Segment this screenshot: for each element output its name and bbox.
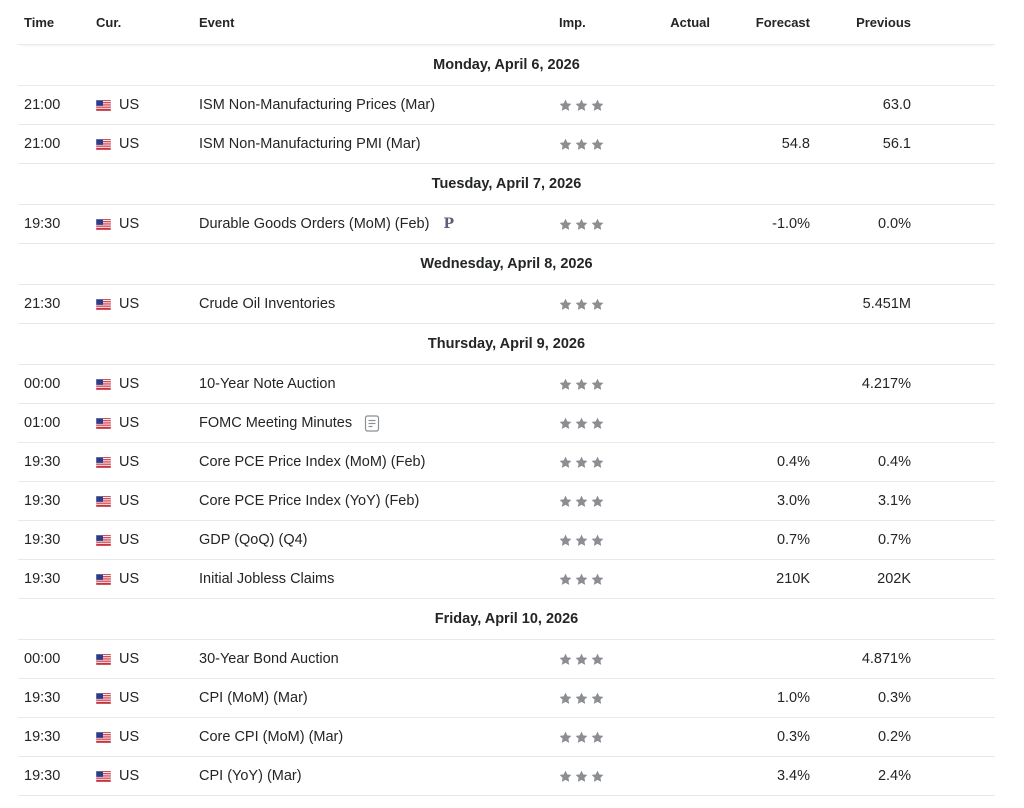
preliminary-badge[interactable]: P bbox=[443, 216, 454, 232]
event-row[interactable] bbox=[18, 205, 995, 244]
event-row[interactable] bbox=[18, 679, 995, 718]
importance-stars bbox=[559, 770, 604, 783]
day-label: Friday, April 10, 2026 bbox=[434, 611, 579, 627]
event-name-link[interactable]: Core CPI (MoM) (Mar) bbox=[199, 729, 344, 745]
star-icon bbox=[591, 456, 604, 469]
currency-code: US bbox=[119, 415, 140, 431]
event-forecast: 210K bbox=[776, 571, 810, 587]
us-flag-icon bbox=[96, 535, 111, 546]
event-name-cell bbox=[199, 136, 421, 152]
event-previous: 3.1% bbox=[877, 493, 911, 509]
currency-code: US bbox=[119, 571, 140, 587]
event-forecast: 1.0% bbox=[776, 690, 810, 706]
event-currency bbox=[96, 493, 139, 509]
event-currency bbox=[96, 97, 139, 113]
event-time: 21:00 bbox=[24, 97, 61, 113]
currency-code: US bbox=[119, 729, 140, 745]
event-name-link[interactable]: 10-Year Note Auction bbox=[199, 376, 336, 392]
currency-code: US bbox=[119, 136, 140, 152]
day-label: Tuesday, April 7, 2026 bbox=[431, 176, 582, 192]
importance-stars bbox=[559, 456, 604, 469]
star-icon bbox=[575, 378, 588, 391]
event-name-link[interactable]: ISM Non-Manufacturing Prices (Mar) bbox=[199, 97, 436, 113]
event-name-link[interactable]: CPI (YoY) (Mar) bbox=[199, 768, 302, 784]
column-header-previous[interactable]: Previous bbox=[856, 14, 911, 30]
us-flag-icon bbox=[96, 496, 111, 507]
event-previous: 63.0 bbox=[882, 97, 911, 113]
us-flag-icon bbox=[96, 379, 111, 390]
event-name-link[interactable]: Core PCE Price Index (YoY) (Feb) bbox=[199, 493, 420, 509]
star-icon bbox=[575, 298, 588, 311]
event-name-link[interactable]: CPI (MoM) (Mar) bbox=[199, 690, 308, 706]
star-icon bbox=[559, 653, 572, 666]
currency-code: US bbox=[119, 454, 140, 470]
us-flag-icon bbox=[96, 219, 111, 230]
event-time: 19:30 bbox=[24, 768, 61, 784]
us-flag-icon bbox=[96, 693, 111, 704]
event-previous: 56.1 bbox=[882, 136, 911, 152]
star-icon bbox=[559, 573, 572, 586]
currency-code: US bbox=[119, 768, 140, 784]
currency-code: US bbox=[119, 690, 140, 706]
event-forecast: 0.4% bbox=[776, 454, 810, 470]
importance-stars bbox=[559, 218, 604, 231]
event-row[interactable] bbox=[18, 125, 995, 164]
star-icon bbox=[559, 378, 572, 391]
event-name-cell bbox=[199, 571, 334, 587]
currency-code: US bbox=[119, 97, 140, 113]
event-time: 19:30 bbox=[24, 571, 61, 587]
importance-stars bbox=[559, 495, 604, 508]
star-icon bbox=[559, 692, 572, 705]
star-icon bbox=[575, 456, 588, 469]
event-previous: 0.4% bbox=[877, 454, 911, 470]
event-currency bbox=[96, 651, 139, 667]
economic-calendar bbox=[18, 0, 995, 796]
us-flag-icon bbox=[96, 100, 111, 111]
event-time: 19:30 bbox=[24, 493, 61, 509]
event-forecast: 3.0% bbox=[776, 493, 810, 509]
us-flag-icon bbox=[96, 574, 111, 585]
event-time: 19:30 bbox=[24, 216, 61, 232]
column-header-forecast[interactable]: Forecast bbox=[755, 14, 810, 30]
importance-stars bbox=[559, 298, 604, 311]
day-header bbox=[18, 164, 995, 205]
star-icon bbox=[591, 298, 604, 311]
calendar-header bbox=[18, 0, 995, 45]
event-row[interactable] bbox=[18, 640, 995, 679]
us-flag-icon bbox=[96, 771, 111, 782]
event-row[interactable] bbox=[18, 86, 995, 125]
event-previous: 4.217% bbox=[861, 376, 911, 392]
event-currency bbox=[96, 532, 139, 548]
star-icon bbox=[559, 770, 572, 783]
event-previous: 0.7% bbox=[877, 532, 911, 548]
star-icon bbox=[575, 417, 588, 430]
star-icon bbox=[559, 417, 572, 430]
importance-stars bbox=[559, 378, 604, 391]
column-header-importance[interactable]: Imp. bbox=[559, 14, 586, 30]
event-previous: 202K bbox=[877, 571, 911, 587]
event-currency bbox=[96, 454, 139, 470]
event-name-cell bbox=[199, 376, 336, 392]
star-icon bbox=[591, 692, 604, 705]
star-icon bbox=[559, 298, 572, 311]
event-name-link[interactable]: ISM Non-Manufacturing PMI (Mar) bbox=[199, 136, 421, 152]
currency-code: US bbox=[119, 216, 140, 232]
star-icon bbox=[575, 692, 588, 705]
importance-stars bbox=[559, 534, 604, 547]
event-time: 21:00 bbox=[24, 136, 61, 152]
star-icon bbox=[591, 653, 604, 666]
star-icon bbox=[559, 138, 572, 151]
star-icon bbox=[575, 534, 588, 547]
event-name-cell bbox=[199, 296, 335, 312]
event-forecast: 3.4% bbox=[776, 768, 810, 784]
event-currency bbox=[96, 729, 139, 745]
importance-stars bbox=[559, 99, 604, 112]
us-flag-icon bbox=[96, 457, 111, 468]
star-icon bbox=[575, 770, 588, 783]
star-icon bbox=[575, 731, 588, 744]
currency-code: US bbox=[119, 296, 140, 312]
event-row[interactable] bbox=[18, 757, 995, 796]
day-label: Thursday, April 9, 2026 bbox=[427, 336, 586, 352]
event-name-link[interactable]: Crude Oil Inventories bbox=[199, 296, 336, 312]
event-row[interactable] bbox=[18, 443, 995, 482]
event-previous: 2.4% bbox=[877, 768, 911, 784]
star-icon bbox=[559, 495, 572, 508]
event-currency bbox=[96, 768, 139, 784]
column-header-time[interactable]: Time bbox=[24, 14, 55, 30]
star-icon bbox=[591, 731, 604, 744]
day-header bbox=[18, 324, 995, 365]
star-icon bbox=[591, 218, 604, 231]
star-icon bbox=[575, 653, 588, 666]
event-row[interactable] bbox=[18, 521, 995, 560]
day-header bbox=[18, 244, 995, 285]
event-previous: 4.871% bbox=[861, 651, 911, 667]
column-header-actual[interactable]: Actual bbox=[670, 14, 710, 30]
event-forecast: 0.3% bbox=[776, 729, 810, 745]
event-name-cell bbox=[199, 729, 343, 745]
day-label: Monday, April 6, 2026 bbox=[433, 57, 580, 73]
importance-stars bbox=[559, 573, 604, 586]
event-forecast: 54.8 bbox=[781, 136, 810, 152]
event-name-cell bbox=[199, 532, 308, 548]
currency-code: US bbox=[119, 651, 140, 667]
us-flag-icon bbox=[96, 139, 111, 150]
us-flag-icon bbox=[96, 299, 111, 310]
currency-code: US bbox=[119, 493, 140, 509]
event-name-cell bbox=[199, 454, 425, 470]
event-forecast: 0.7% bbox=[776, 532, 810, 548]
importance-stars bbox=[559, 653, 604, 666]
event-currency bbox=[96, 571, 139, 587]
currency-code: US bbox=[119, 532, 140, 548]
event-name-cell bbox=[199, 415, 380, 432]
event-name-cell bbox=[199, 651, 339, 667]
event-time: 19:30 bbox=[24, 454, 61, 470]
star-icon bbox=[591, 378, 604, 391]
event-name-link[interactable]: Initial Jobless Claims bbox=[199, 571, 335, 587]
event-currency bbox=[96, 296, 139, 312]
event-previous: 0.3% bbox=[877, 690, 911, 706]
day-header bbox=[18, 45, 995, 86]
currency-code: US bbox=[119, 376, 140, 392]
event-forecast: -1.0% bbox=[772, 216, 810, 232]
star-icon bbox=[575, 495, 588, 508]
star-icon bbox=[591, 495, 604, 508]
event-name-link[interactable]: FOMC Meeting Minutes bbox=[199, 415, 353, 431]
star-icon bbox=[559, 99, 572, 112]
event-name-cell bbox=[199, 216, 454, 232]
event-name-cell bbox=[199, 690, 308, 706]
event-previous: 5.451M bbox=[862, 296, 911, 312]
event-currency bbox=[96, 415, 139, 431]
event-name-link[interactable]: Core PCE Price Index (MoM) (Feb) bbox=[199, 454, 426, 470]
star-icon bbox=[559, 731, 572, 744]
importance-stars bbox=[559, 731, 604, 744]
document-icon[interactable] bbox=[364, 415, 380, 432]
event-previous: 0.2% bbox=[877, 729, 911, 745]
event-name-link[interactable]: 30-Year Bond Auction bbox=[199, 651, 339, 667]
importance-stars bbox=[559, 417, 604, 430]
event-currency bbox=[96, 376, 139, 392]
event-row[interactable] bbox=[18, 718, 995, 757]
event-row[interactable] bbox=[18, 560, 995, 599]
event-time: 01:00 bbox=[24, 415, 61, 431]
event-time: 00:00 bbox=[24, 651, 61, 667]
event-name-cell bbox=[199, 768, 302, 784]
day-header bbox=[18, 599, 995, 640]
event-name-link[interactable]: GDP (QoQ) (Q4) bbox=[199, 532, 308, 548]
importance-stars bbox=[559, 692, 604, 705]
star-icon bbox=[591, 534, 604, 547]
us-flag-icon bbox=[96, 418, 111, 429]
event-name-link[interactable]: Durable Goods Orders (MoM) (Feb) bbox=[199, 216, 430, 232]
day-label: Wednesday, April 8, 2026 bbox=[420, 256, 593, 272]
star-icon bbox=[575, 218, 588, 231]
column-header-event[interactable]: Event bbox=[199, 14, 235, 30]
event-name-cell bbox=[199, 97, 435, 113]
star-icon bbox=[559, 456, 572, 469]
star-icon bbox=[591, 138, 604, 151]
event-name-cell bbox=[199, 493, 419, 509]
star-icon bbox=[575, 573, 588, 586]
star-icon bbox=[575, 138, 588, 151]
event-time: 19:30 bbox=[24, 690, 61, 706]
star-icon bbox=[559, 218, 572, 231]
event-time: 19:30 bbox=[24, 729, 61, 745]
event-currency bbox=[96, 690, 139, 706]
event-row[interactable] bbox=[18, 365, 995, 404]
star-icon bbox=[591, 573, 604, 586]
event-row[interactable] bbox=[18, 482, 995, 521]
star-icon bbox=[591, 770, 604, 783]
event-time: 00:00 bbox=[24, 376, 61, 392]
star-icon bbox=[559, 534, 572, 547]
column-header-currency[interactable]: Cur. bbox=[96, 14, 122, 30]
event-currency bbox=[96, 136, 139, 152]
event-time: 19:30 bbox=[24, 532, 61, 548]
calendar-body bbox=[18, 45, 995, 796]
us-flag-icon bbox=[96, 732, 111, 743]
event-previous: 0.0% bbox=[877, 216, 911, 232]
event-row[interactable] bbox=[18, 285, 995, 324]
importance-stars bbox=[559, 138, 604, 151]
event-row[interactable] bbox=[18, 404, 995, 443]
event-currency bbox=[96, 216, 139, 232]
us-flag-icon bbox=[96, 654, 111, 665]
star-icon bbox=[591, 417, 604, 430]
event-time: 21:30 bbox=[24, 296, 61, 312]
star-icon bbox=[591, 99, 604, 112]
star-icon bbox=[575, 99, 588, 112]
